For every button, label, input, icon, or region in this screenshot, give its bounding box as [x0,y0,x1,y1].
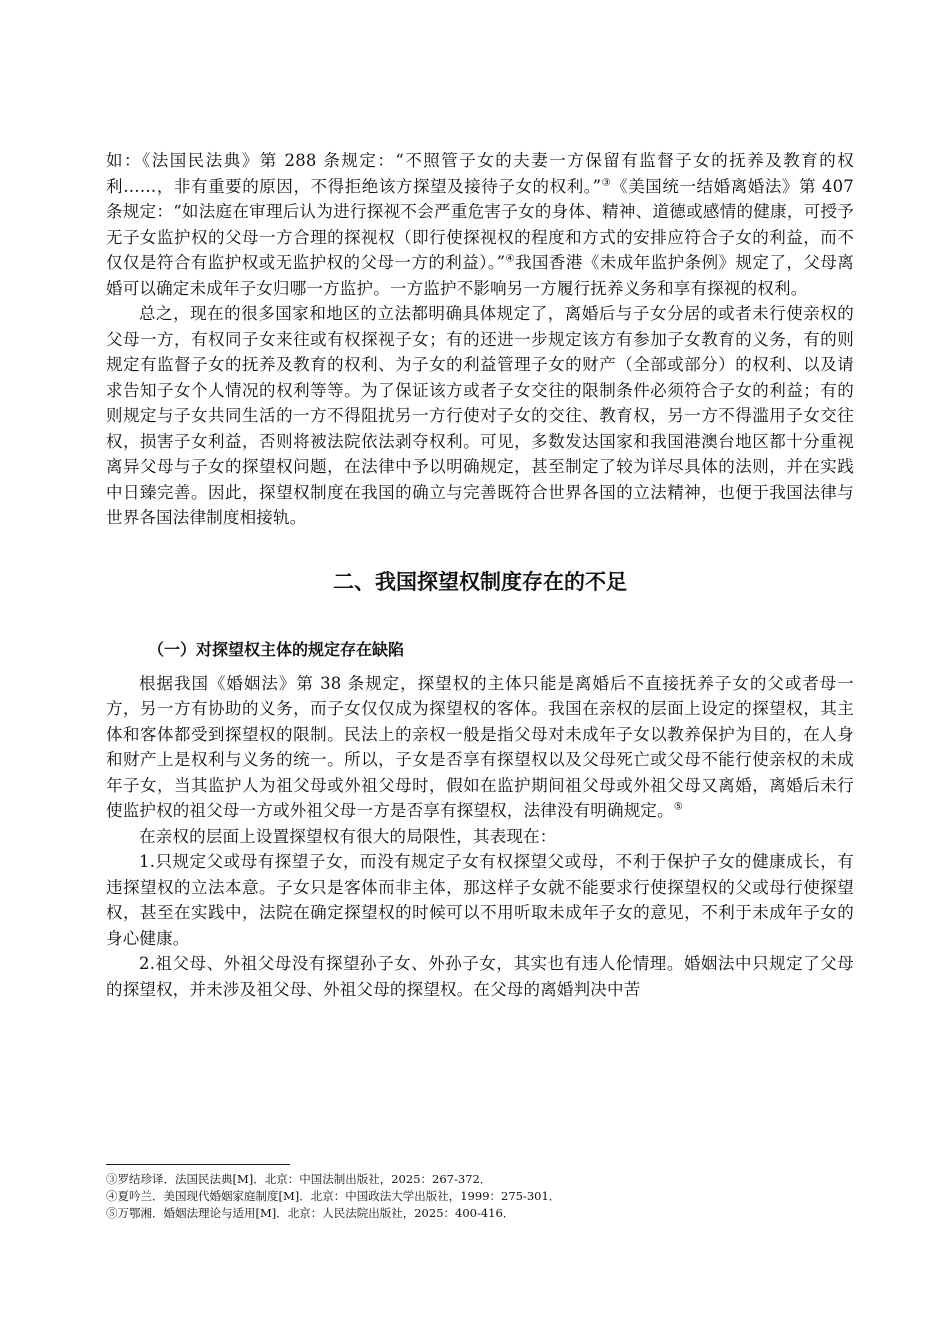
subsection-heading: （一）对探望权主体的规定存在缺陷 [148,639,405,659]
footnote-divider [106,1164,290,1165]
footnote-5: ⑤万鄂湘．婚姻法理论与适用[M]．北京：人民法院出版社，2025：400-416． [106,1206,515,1220]
footnote-4: ④夏吟兰．美国现代婚姻家庭制度[M]．北京：中国政法大学出版社，1999：275-301． [106,1189,561,1203]
paragraph-text: 《美国统一结婚离婚法》第 407 条规定：“如法庭在审理后认为进行探视不会严重危害子女的身体、精神、道德或感情的健康，可授予无子女监护权的父母一方合理的探视权（即行使探视权的程度和方式的安排应符合子女的利益，而不仅仅是符合有监护权或无监护权的父母一方的利益）。” [106,176,854,272]
paragraph-limitations-intro: 在亲权的层面上设置探望权有很大的局限性，其表现在： [139,826,557,846]
section-heading: 二、我国探望权制度存在的不足 [333,569,627,594]
footnotes-area [106,1164,854,1222]
footnote-ref-3[interactable]: ③ [601,177,612,188]
paragraph-text: 如：《法国民法典》第 288 条规定：“不照管子女的夫妻一方保留有监督子女的抚养及教育的权利……，非有重要的原因，不得拒绝该方探望及接待子女的权利。” [106,151,854,196]
paragraph-foreign-law-examples [106,148,854,301]
paragraph-summary: 总之，现在的很多国家和地区的立法都明确具体规定了，离婚后与子女分居的或者未行使亲权的父母一方，有权同子女来往或有权探视子女；有的还进一步规定该方有参加子女教育的义务，有的则规定有监督子女的抚养及教育的权利、为子女的利益管理子女的财产（全部或部分）的权利、以及请求告知子女个人情况的权利等等。为了保证该方或者子女交往的限制条件必须符合子女的利益；有的则规定与子女共同生活的一方不得阻扰另一方行使对子女的交往、教育权，另一方不得滥用子女交往权，损害子女利益，否则将被法院依法剥夺权利。可见，多数发达国家和我国港澳台地区都十分重视离异父母与子女的探望权问题，在法律中予以明确规定，甚至制定了较为详尽具体的法则，并在实践中日臻完善。因此，探望权制度在我国的确立与完善既符合世界各国的立法精神，也便于我国法律与世界各国法律制度相接轨。 [106,304,854,527]
paragraph-subject-defects [106,671,854,824]
paragraph-point-2: 2.祖父母、外祖父母没有探望孙子女、外孙子女，其实也有违人伦情理。婚姻法中只规定了父母的探望权，并未涉及祖父母、外祖父母的探望权。在父母的离婚判决中苦 [106,954,854,999]
footnote-ref-5[interactable]: ⑤ [673,801,683,813]
document-body [106,148,854,1002]
paragraph-text: 我国香港《未成年监护条例》规定了，父母离婚可以确定未成年子女归哪一方监护。一方监护不影响另一方履行抚养义务和享有探视的权利。 [106,253,855,298]
paragraph-point-1: 1.只规定父或母有探望子女，而没有规定子女有权探望父或母，不利于保护子女的健康成长，有违探望权的立法本意。子女只是客体而非主体，那这样子女就不能要求行使探望权的父或母行使探望权，甚至在实践中，法院在确定探望权的时候可以不用听取未成年子女的意见，不利于未成年子女的身心健康。 [106,852,854,948]
footnote-ref-4[interactable]: ④ [505,253,515,265]
paragraph-text: 根据我国《婚姻法》第 38 条规定，探望权的主体只能是离婚后不直接抚养子女的父或者母一方，另一方有协助的义务，而子女仅仅成为探望权的客体。我国在亲权的层面上设定的探望权，其主体和客体都受到探望权的限制。民法上的亲权一般是指父母对未成年子女以教养保护为目的，在人身和财产上是权利与义务的统一。所以，子女是否享有探望权以及父母死亡或父母不能行使亲权的未成年子女，当其监护人为祖父母或外祖父母时，假如在监护期间祖父母或外祖父母又离婚，离婚后未行使监护权的祖父母一方或外祖父母一方是否享有探望权，法律没有明确规定。 [106,673,854,820]
footnote-3: ③罗结珍译．法国民法典[M]．北京：中国法制出版社，2025：267-372． [106,1172,492,1186]
